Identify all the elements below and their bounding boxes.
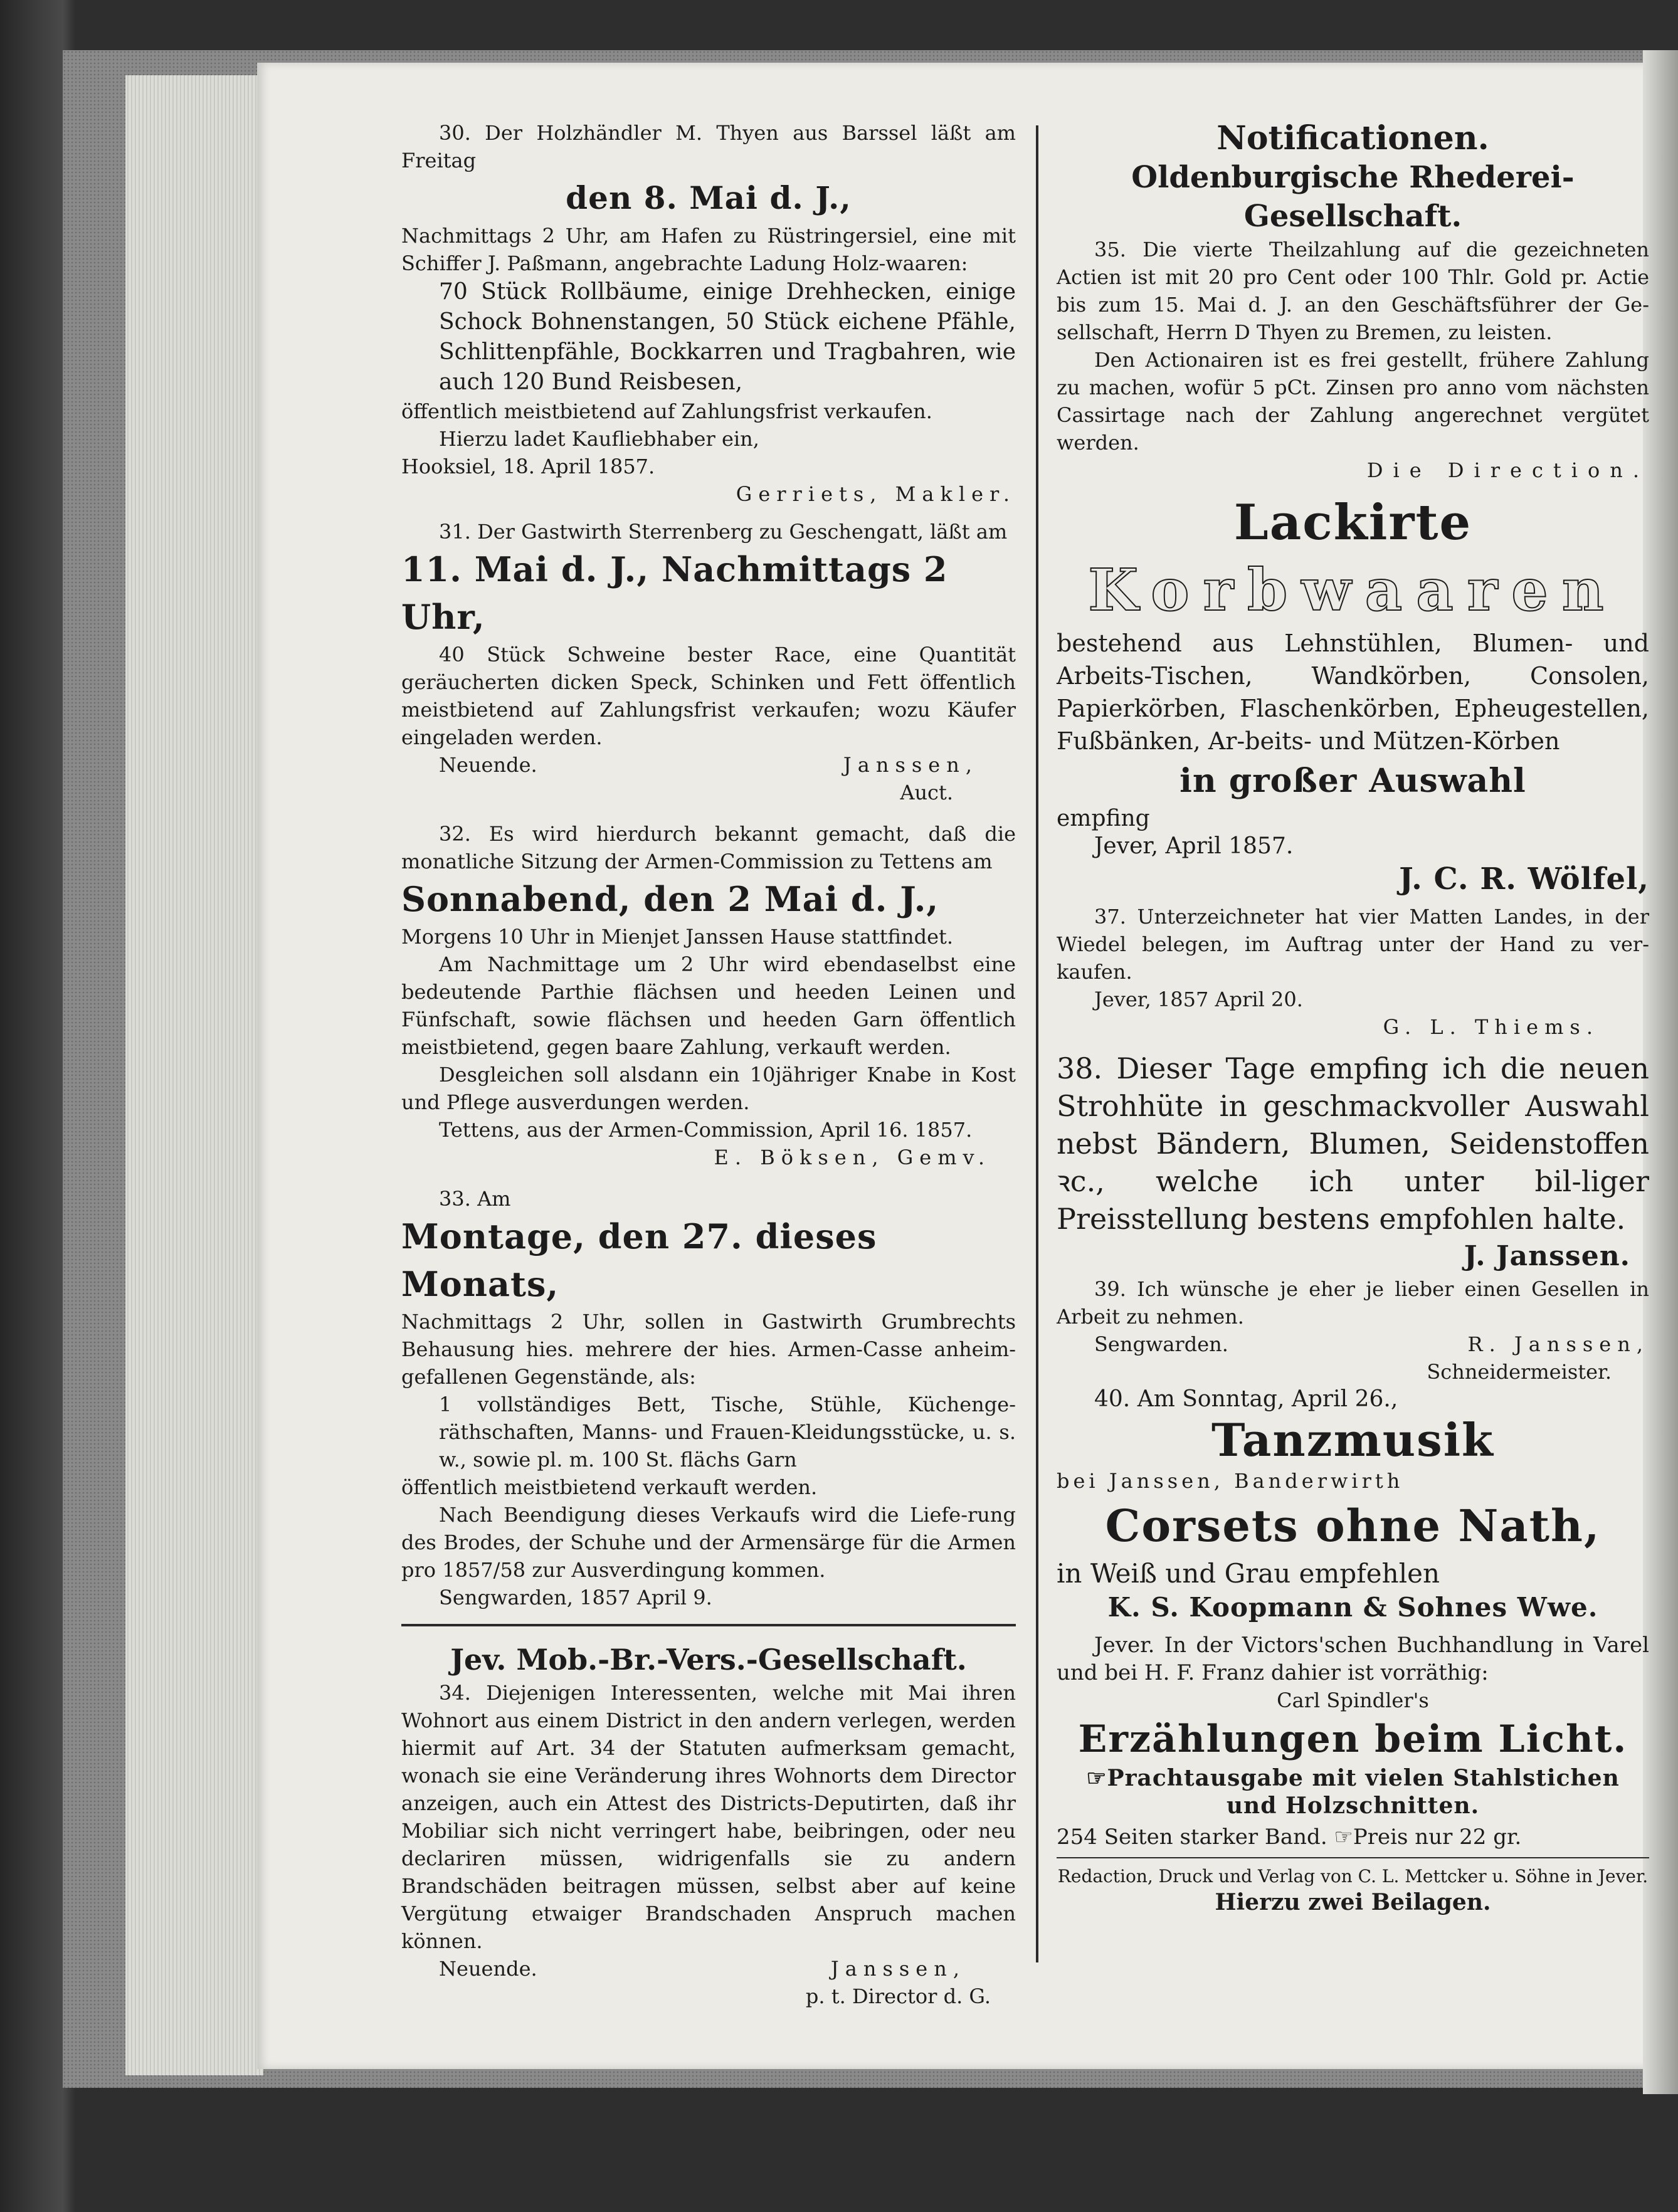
notice-35-text1: 35. Die vierte Theilzahlung auf die gezeichneten Actien ist mit 20 pro Cent oder 100 Thlr. Gold pr. Actie bis zum 15. Mai d. J. an den Geschäftsführer der Ge-sellschaft, Herrn D Thyen zu Bremen, zu leisten. — [1057, 238, 1649, 344]
notice-36-text: bestehend aus Lehnstühlen, Blumen- und Arbeits-Tischen, Wandkörben, Consolen, Papierkörben, Flaschenkörben, Epheugestellen, Fußbänken, Ar-beits- und Mützen-Körben — [1057, 629, 1649, 755]
imprint-rule — [1057, 1857, 1649, 1858]
notice-36-empfing: empfing — [1057, 806, 1150, 831]
notice-37-signature: G. L. Thiems. — [1383, 1015, 1599, 1039]
notice-34-heading: Jev. Mob.-Br.-Vers.-Gesellschaft. — [450, 1643, 967, 1677]
notice-31-signature: Janssen, — [843, 753, 978, 777]
notice-37-text: 37. Unterzeichneter hat vier Matten Landes, in der Wiedel belegen, im Auftrag unter der Hand zu ver-kaufen. — [1057, 905, 1649, 984]
beilagen-note: Hierzu zwei Beilagen. — [1215, 1889, 1491, 1915]
notice-40-location: bei Janssen, Banderwirth — [1057, 1469, 1404, 1493]
notice-30 — [401, 119, 1016, 508]
notice-33 — [401, 1185, 1016, 1611]
notice-33-text2: öffentlich meistbietend verkauft werden. — [401, 1475, 818, 1499]
notice-39-place: Sengwarden. — [1094, 1332, 1228, 1356]
corsets-text: in Weiß und Grau empfehlen — [1057, 1558, 1440, 1589]
notice-36-title-lackirte: Lackirte — [1233, 494, 1472, 551]
notice-39-title: Schneidermeister. — [1427, 1360, 1612, 1384]
notice-35-heading: Oldenburgische Rhederei-Gesellschaft. — [1131, 160, 1575, 234]
right-column — [1057, 119, 1649, 1916]
notice-32-text3: Desgleichen soll alsdann ein 10jähriger Knabe in Kost und Pflege ausverdungen werden. — [401, 1063, 1016, 1114]
notice-33-place: Sengwarden, 1857 April 9. — [439, 1586, 712, 1609]
notice-31-date: 11. Mai d. J., Nachmittags 2 Uhr, — [401, 549, 948, 637]
notice-36-place: Jever, April 1857. — [1094, 833, 1294, 859]
notice-38-signature: J. Janssen. — [1464, 1240, 1630, 1272]
notice-33-intro: 33. Am — [439, 1187, 511, 1211]
section-rule — [401, 1624, 1016, 1626]
notice-31-intro: 31. Der Gastwirth Sterrenberg zu Geschengatt, läßt am — [439, 520, 1008, 544]
book-title: Erzählungen beim Licht. — [1078, 1717, 1628, 1761]
book-subtitle-2: und Holzschnitten. — [1226, 1793, 1480, 1819]
notice-30-intro: 30. Der Holzhändler M. Thyen aus Barssel läßt am Freitag — [401, 121, 1016, 172]
notice-30-text: Nachmittags 2 Uhr, am Hafen zu Rüstringersiel, eine mit Schiffer J. Paßmann, angebrachte Ladung Holz-waaren: — [401, 224, 1016, 275]
notice-33-list: 1 vollständiges Bett, Tische, Stühle, Küchenge-räthschaften, Manns- und Frauen-Kleidungsstücke, u. s. w., sowie pl. m. 100 St. flächs Garn — [439, 1393, 1016, 1472]
notice-39-signature: R. Janssen, — [1467, 1332, 1649, 1356]
notice-36-signature: J. C. R. Wölfel, — [1399, 861, 1649, 897]
corsets-firm: K. S. Koopmann & Sohnes Wwe. — [1107, 1592, 1598, 1623]
notice-34-text: 34. Diejenigen Interessenten, welche mit Mai ihren Wohnort aus einem District in den andern verlegen, werden hiermit auf Art. 34 der Statuten aufmerksam gemacht, wonach sie eine Veränderung ihres Wohnorts dem Director anzeigen, auch ein Attest des Districts-Deputirten, daß ihr Mobiliar sich nicht verringert habe, beibringen, oder neu declariren müssen, widrigenfalls sie zu andern Brandschäden beitragen müssen, selbst aber auf keine Vergütung etwaiger Brandschaden Anspruch machen können. — [401, 1681, 1016, 1953]
notice-30-signature: Gerriets, Makler. — [736, 482, 1016, 506]
notice-32-date: Sonnabend, den 2 Mai d. J., — [401, 879, 939, 919]
notice-34-signature-row — [401, 1955, 1016, 1983]
notice-31-text: 40 Stück Schweine bester Race, eine Quantität geräucherten dicken Speck, Schinken und Fett öffentlich meistbietend auf Zahlungsfrist verkaufen; wozu Käufer eingeladen werden. — [401, 643, 1016, 749]
notice-39-signature-row — [1057, 1330, 1649, 1358]
notice-31 — [401, 518, 1016, 806]
notice-38-text: 38. Dieser Tage empfing ich die neuen Strohhüte in geschmackvoller Auswahl nebst Bändern, Blumen, Seidenstoffen ꝛc., welche ich unter bil-liger Preisstellung bestens empfohlen halte. — [1057, 1051, 1649, 1236]
notifications-heading: Notificationen. — [1216, 119, 1489, 157]
notice-34-title: p. t. Director d. G. — [805, 1984, 991, 2008]
notice-30-text2: öffentlich meistbietend auf Zahlungsfrist verkaufen. — [401, 399, 932, 423]
notice-30-place: Hooksiel, 18. April 1857. — [401, 455, 655, 478]
notice-36-auswahl: in großer Auswahl — [1179, 762, 1526, 800]
notice-31-place: Neuende. — [439, 753, 537, 777]
corsets-title: Corsets ohne Nath, — [1105, 1500, 1601, 1552]
notice-36-title-korbwaaren: Korbwaaren — [1088, 556, 1618, 624]
notice-30-date: den 8. Mai d. J., — [566, 179, 852, 216]
column-divider — [1036, 125, 1038, 1962]
notice-32 — [401, 820, 1016, 1171]
book-subtitle-1: ☞Prachtausgabe mit vielen Stahlstichen — [1086, 1765, 1620, 1791]
notice-40-text: 40. Am Sonntag, April 26., — [1094, 1386, 1398, 1412]
notice-39-text: 39. Ich wünsche je eher je lieber einen Gesellen in Arbeit zu nehmen. — [1057, 1277, 1649, 1329]
notice-32-place: Tettens, aus der Armen-Commission, April 16. 1857. — [439, 1118, 973, 1142]
notice-34-signature: Janssen, — [830, 1957, 966, 1981]
notice-35-signature: Die Direction. — [1366, 458, 1649, 482]
notice-34 — [401, 1640, 1016, 2010]
notice-40-title: Tanzmusik — [1211, 1413, 1494, 1467]
notice-30-text3: Hierzu ladet Kaufliebhaber ein, — [439, 427, 759, 451]
page-edges — [125, 75, 263, 2075]
notice-37-place: Jever, 1857 April 20. — [1094, 988, 1303, 1011]
notice-32-intro: 32. Es wird hierdurch bekannt gemacht, daß die monatliche Sitzung der Armen-Commission zu Tettens am — [401, 822, 1016, 873]
notice-31-signature-row — [401, 751, 1016, 779]
notice-32-text1: Morgens 10 Uhr in Mienjet Janssen Hause stattfindet. — [401, 925, 954, 949]
notice-30-list: 70 Stück Rollbäume, einige Drehhecken, einige Schock Bohnenstangen, 50 Stück eichene Pfähle, Schlittenpfähle, Bockkarren und Tragbahren, wie auch 120 Bund Reisbesen, — [439, 279, 1016, 395]
left-column — [401, 119, 1016, 2010]
notice-31-title: Auct. — [900, 781, 953, 804]
book-text: Jever. In der Victors'schen Buchhandlung in Varel und bei H. F. Franz dahier ist vorräthig: — [1057, 1633, 1649, 1685]
notice-33-date: Montage, den 27. dieses Monats, — [401, 1216, 877, 1304]
notice-33-text3: Nach Beendigung dieses Verkaufs wird die Liefe-rung des Brodes, der Schuhe und der Armensärge für die Armen pro 1857/58 zur Ausverdingung kommen. — [401, 1503, 1016, 1582]
notice-32-text2: Am Nachmittage um 2 Uhr wird ebendaselbst eine bedeutende Parthie flächsen und heeden Leinen und Fünfschaft, sowie flächsen und heeden Garn öffentlich meistbietend, gegen baare Zahlung, verkauft werden. — [401, 952, 1016, 1059]
book-price: 254 Seiten starker Band. ☞Preis nur 22 gr. — [1057, 1825, 1522, 1850]
notice-35-text2: Den Actionairen ist es frei gestellt, frühere Zahlung zu machen, wofür 5 pCt. Zinsen pro anno vom nächsten Cassirtage nach der Zahlung angerechnet vergütet werden. — [1057, 348, 1649, 455]
imprint: Redaction, Druck und Verlag von C. L. Mettcker u. Söhne in Jever. — [1057, 1866, 1649, 1887]
notice-34-place: Neuende. — [439, 1957, 537, 1981]
notice-32-signature: E. Böksen, Gemv. — [714, 1146, 991, 1169]
notice-33-text1: Nachmittags 2 Uhr, sollen in Gastwirth Grumbrechts Behausung hies. mehrere der hies. Armen-Casse anheim-gefallenen Gegenstände, als: — [401, 1310, 1016, 1389]
book-author: Carl Spindler's — [1277, 1688, 1429, 1712]
